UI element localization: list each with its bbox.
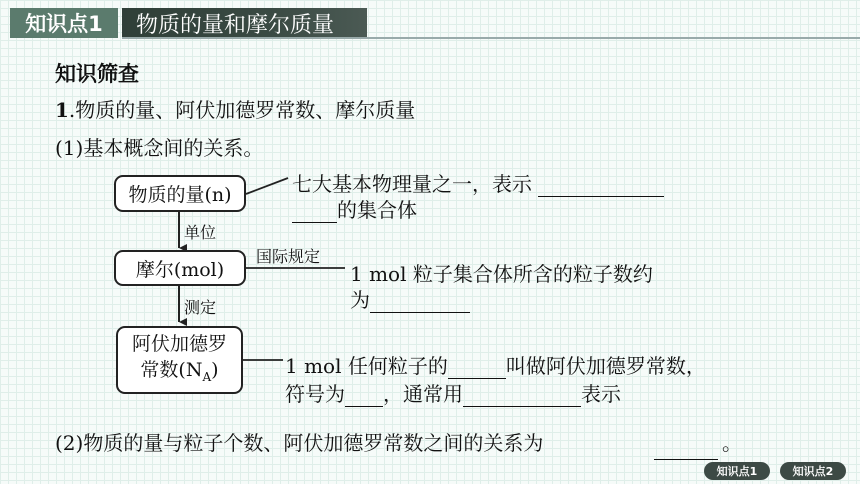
sub-heading-1: (1)基本概念间的关系。 bbox=[55, 136, 264, 160]
blank-1[interactable] bbox=[538, 178, 664, 197]
blank-7[interactable] bbox=[654, 459, 718, 460]
box-avogadro-line2: 常数$(N_A)$ bbox=[140, 358, 219, 384]
nav-button-1[interactable]: 知识点1 bbox=[704, 462, 770, 480]
link-label-intl: 国际规定 bbox=[256, 247, 321, 266]
blank-4[interactable] bbox=[448, 360, 506, 379]
arrow-label-measure: 测定 bbox=[184, 298, 217, 317]
blank-6[interactable] bbox=[463, 388, 581, 407]
box-mole: 摩尔(mol) bbox=[114, 250, 246, 286]
box-amount-of-substance: 物质的量(n) bbox=[114, 175, 246, 212]
blank-3[interactable] bbox=[370, 294, 470, 313]
desc2-line2: 为 bbox=[350, 284, 470, 313]
nav-button-2[interactable]: 知识点2 bbox=[780, 462, 846, 480]
header-title: 物质的量和摩尔质量 bbox=[122, 8, 367, 38]
desc1-line1: 七大基本物理量之一，表示 bbox=[292, 168, 664, 197]
desc3-line1: 1 mol 任何粒子的 叫做阿伏加德罗常数， bbox=[285, 354, 706, 378]
blank-5[interactable] bbox=[345, 388, 383, 407]
sub-heading-2: (2)物质的量与粒子个数、阿伏加德罗常数之间的关系为 bbox=[55, 431, 544, 455]
blank-2[interactable] bbox=[292, 204, 337, 223]
box-avogadro-line1: 阿伏加德罗 bbox=[131, 332, 227, 355]
sub2-period: 。 bbox=[722, 431, 742, 455]
item-title-text: .物质的量、阿伏加德罗常数、摩尔质量 bbox=[68, 98, 416, 122]
desc3-line2: 符号为 ，通常用 表示 bbox=[285, 382, 621, 406]
section-heading: 知识筛查 bbox=[55, 62, 139, 86]
desc1-line2: 的集合体 bbox=[292, 194, 417, 223]
arrow-label-unit: 单位 bbox=[184, 223, 217, 242]
box-avogadro bbox=[116, 326, 243, 394]
desc2-line1: 1 mol 粒子集合体所含的粒子数约 bbox=[350, 262, 653, 286]
item-number: 1 bbox=[55, 98, 69, 122]
header-tab[interactable]: 知识点1 bbox=[10, 8, 118, 38]
